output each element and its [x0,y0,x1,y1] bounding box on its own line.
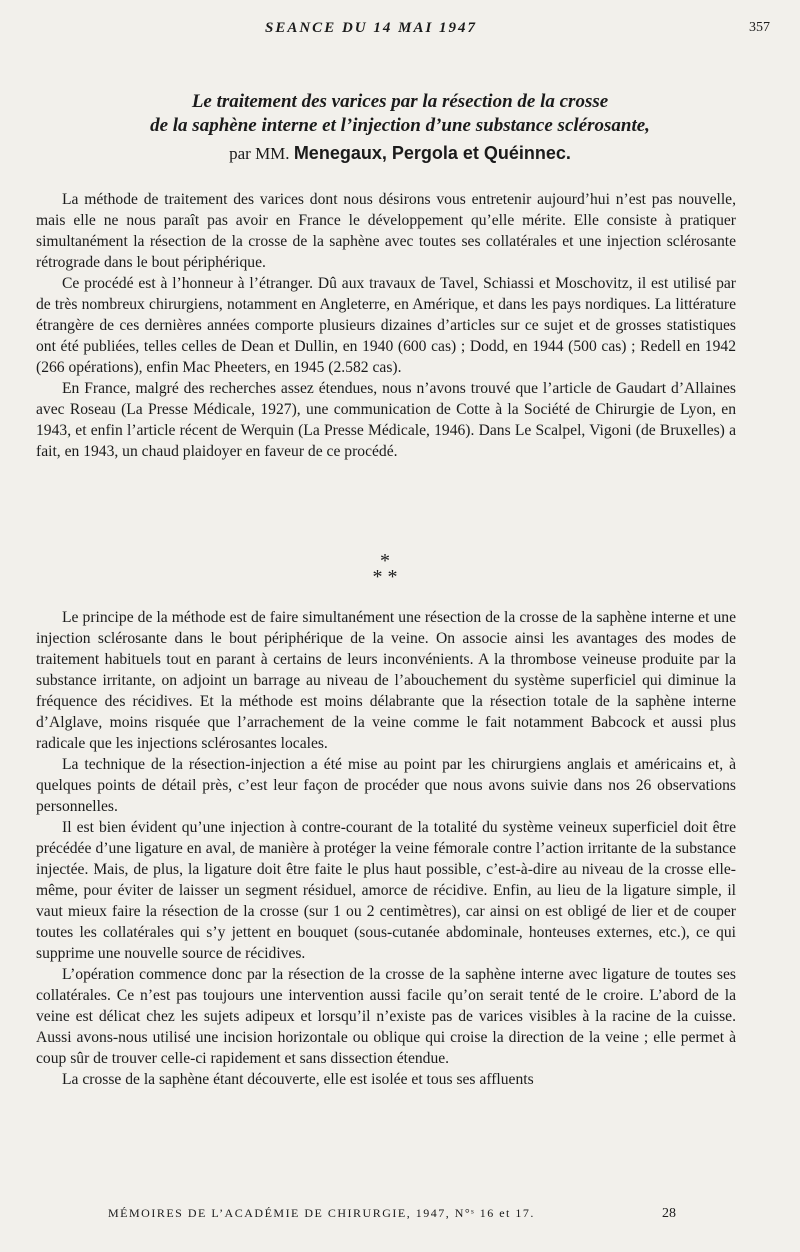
authors-prefix: par MM. [229,144,290,163]
page-number: 357 [749,20,770,35]
page-footer [0,1206,800,1226]
article-title-line-1: Le traitement des varices par la résection de la crosse [191,91,609,112]
body-section-intro [36,189,736,462]
paragraph: En France, malgré des recherches assez étendues, nous n’avons trouvé que l’article de Gaudart d’Allaines avec Roseau (La Presse Médicale, 1927), une communication de Cotte à la Société de Chirurgie de Lyon, en 1943, et enfin l’article récent de Werquin (La Presse Médicale, 1946). Dans Le Scalpel, Vigoni (de Bruxelles) a fait, en 1943, un chaud plaidoyer en faveur de ce procédé. [36,380,736,460]
authors-line [0,143,800,164]
section-asterism [0,550,770,588]
body-section-method [36,607,736,1090]
paragraph: Ce procédé est à l’honneur à l’étranger. Dû aux travaux de Tavel, Schiassi et Moschovitz, il est utilisé par de très nombreux chirurgiens, notamment en Angleterre, en Amérique, et dans les pays nordiques. La littérature étrangère de ces dernières années comporte plusieurs dizaines d’articles sur ce sujet et de grosses statistiques ont été publiées, telles celles de Dean et Dullin, en 1940 (600 cas) ; Dodd, en 1944 (500 cas) ; Redell en 1942 (266 opérations), enfin Mac Pheeters, en 1945 (2.582 cas). [36,275,736,376]
footer-sheet-number: 28 [662,1206,676,1221]
running-head [0,20,800,44]
footer-journal: MÉMOIRES DE L’ACADÉMIE DE CHIRURGIE, 1947, N°ˢ 16 et 17. [108,1206,535,1220]
running-title: SEANCE DU 14 MAI 1947 [265,20,478,36]
paragraph: La technique de la résection-injection a été mise au point par les chirurgiens anglais et américains et, à quelques points de détail près, c’est leur façon de procéder que nous avons suivie dans nos 26 observations personnelles. [36,756,736,815]
paragraph: L’opération commence donc par la résection de la crosse de la saphène interne avec ligature de toutes ses collatérales. Ce n’est pas toujours une intervention aussi facile qu’on serait tenté de le croire. L’abord de la veine est délicat chez les sujets adipeux et lorsqu’il n’existe pas de varices visibles à la racine de la cuisse. Aussi avons-nous utilisé une incision horizontale ou oblique qui croise la direction de la veine ; elle permet à coup sûr de trouver celle-ci rapidement et sans dissection étendue. [36,966,736,1067]
paragraph: Le principe de la méthode est de faire simultanément une résection de la crosse de la saphène interne et une injection sclérosante dans le bout périphérique de la veine. On associe ainsi les avantages des modes de traitement habituels tout en parant à certains de leurs inconvénients. A la thrombose veineuse produite par la substance irritante, on adjoint un barrage au niveau de l’abouchement du système superficiel qui diminue la fréquence des récidives. Et la méthode est moins délabrante que la résection totale de la saphène interne d’Alglave, moins risquée que l’arrachement de la veine comme le fait notamment Babcock et aussi plus radicale que les injections sclérosantes locales. [36,609,736,752]
article-title [0,90,800,138]
asterism-bottom: * * [372,566,398,588]
authors-names: Menegaux, Pergola et Quéinnec. [293,143,571,163]
paragraph: La crosse de la saphène étant découverte, elle est isolée et tous ses affluents [62,1071,534,1088]
paragraph: Il est bien évident qu’une injection à contre-courant de la totalité du système veineux superficiel doit être précédée d’une ligature en aval, de manière à protéger la veine fémorale contre l’action irritante de la substance injectée. Mais, de plus, la ligature doit être faite le plus haut possible, c’est-à-dire au niveau de la crosse elle-même, pour éviter de laisser un segment résiduel, amorce de récidive. Enfin, au lieu de la ligature simple, il vaut mieux faire la résection de la crosse (sur 1 ou 2 centimètres), car ainsi on est obligé de lier et de couper toutes les collatérales qui s’y jettent en bouquet (sous-cutanée abdominale, honteuses externes, etc.), ce qui supprime une nouvelle source de récidives. [36,819,736,962]
paragraph: La méthode de traitement des varices dont nous désirons vous entretenir aujourd’hui n’est pas nouvelle, mais elle ne nous paraît pas avoir en France le développement qu’elle mérite. Elle consiste à pratiquer simultanément la résection de la crosse de la saphène avec toutes ses collatérales et une injection sclérosante rétrograde dans le bout périphérique. [36,191,736,271]
asterism-top: * [380,550,390,572]
article-title-line-2: de la saphène interne et l’injection d’une substance sclérosante, [150,115,650,136]
